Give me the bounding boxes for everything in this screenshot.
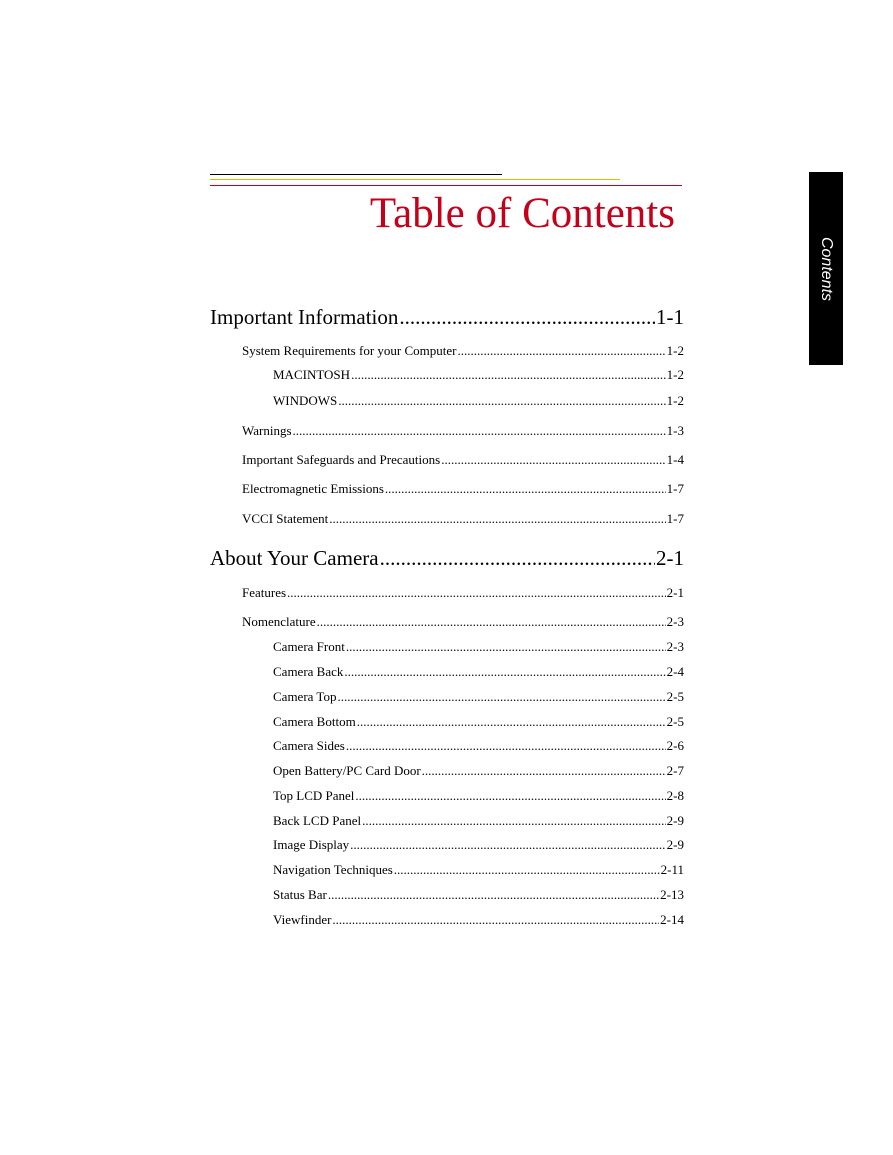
dot-leader xyxy=(317,614,666,630)
toc-subentry[interactable] xyxy=(273,912,684,928)
dot-leader xyxy=(355,788,665,804)
toc-page-number: 2-14 xyxy=(660,912,684,927)
dot-leader xyxy=(293,423,666,439)
dot-leader xyxy=(457,343,665,359)
toc-entry-label: Status Bar xyxy=(273,887,327,902)
toc-entry-label: Camera Top xyxy=(273,689,337,704)
decorative-rule-yellow xyxy=(210,179,620,180)
toc-page-number: 1-2 xyxy=(666,343,684,358)
toc-page-number: 2-5 xyxy=(666,714,684,729)
toc-entry-label: Viewfinder xyxy=(273,912,332,927)
toc-subentry[interactable] xyxy=(273,367,684,383)
toc-entry[interactable] xyxy=(242,343,684,359)
toc-entry[interactable] xyxy=(242,481,684,497)
toc-page-number: 2-8 xyxy=(666,788,684,803)
toc-entry-label: Top LCD Panel xyxy=(273,788,355,803)
toc-section-title: Important Information xyxy=(210,305,399,329)
toc-subentry[interactable] xyxy=(273,664,684,680)
toc-entry-label: System Requirements for your Computer xyxy=(242,343,457,358)
toc-subentry[interactable] xyxy=(273,887,684,903)
toc-section-about-your-camera[interactable] xyxy=(210,546,684,571)
dot-leader xyxy=(357,714,666,730)
section-side-tab xyxy=(809,172,843,365)
dot-leader xyxy=(350,837,665,853)
dot-leader xyxy=(441,452,665,468)
toc-entry[interactable] xyxy=(242,614,684,630)
toc-entry-label: WINDOWS xyxy=(273,393,338,408)
toc-entry-label: Camera Front xyxy=(273,639,345,654)
dot-leader xyxy=(332,912,659,928)
toc-page-number: 1-2 xyxy=(666,393,684,408)
decorative-rule-black xyxy=(210,174,502,175)
toc-section-title: About Your Camera xyxy=(210,546,379,570)
toc-page-number: 2-9 xyxy=(666,813,684,828)
toc-page-number: 2-3 xyxy=(666,614,684,629)
toc-subentry[interactable] xyxy=(273,763,684,779)
dot-leader xyxy=(380,546,655,571)
toc-entry[interactable] xyxy=(242,423,684,439)
toc-page-number: 2-11 xyxy=(660,862,684,877)
page-title: Table of Contents xyxy=(369,190,675,237)
dot-leader xyxy=(287,585,666,601)
dot-leader xyxy=(394,862,660,878)
toc-page-number: 2-1 xyxy=(666,585,684,600)
toc-page-number: 2-3 xyxy=(666,639,684,654)
toc-entry-label: Camera Back xyxy=(273,664,344,679)
toc-entry-label: Navigation Techniques xyxy=(273,862,393,877)
toc-page-number: 2-9 xyxy=(666,837,684,852)
toc-page-number: 2-13 xyxy=(660,887,684,902)
toc-subentry[interactable] xyxy=(273,639,684,655)
dot-leader xyxy=(362,813,666,829)
toc-section-important-information[interactable] xyxy=(210,305,684,330)
toc-page-number: 1-3 xyxy=(666,423,684,438)
dot-leader xyxy=(328,887,659,903)
toc-subentry[interactable] xyxy=(273,689,684,705)
toc-entry-label: Warnings xyxy=(242,423,292,438)
dot-leader xyxy=(338,393,665,409)
toc-subentry[interactable] xyxy=(273,862,684,878)
dot-leader xyxy=(346,639,666,655)
toc-entry[interactable] xyxy=(242,585,684,601)
dot-leader xyxy=(337,689,665,705)
toc-subentry[interactable] xyxy=(273,714,684,730)
toc-page-number: 2-7 xyxy=(666,763,684,778)
toc-entry-label: Open Battery/PC Card Door xyxy=(273,763,421,778)
toc-entry-label: Electromagnetic Emissions xyxy=(242,481,384,496)
toc-entry-label: Back LCD Panel xyxy=(273,813,362,828)
decorative-rule-red xyxy=(210,185,682,186)
toc-page-number: 1-4 xyxy=(666,452,684,467)
dot-leader xyxy=(399,305,655,330)
toc-subentry[interactable] xyxy=(273,393,684,409)
toc-entry-label: Image Display xyxy=(273,837,350,852)
dot-leader xyxy=(351,367,666,383)
toc-page-number: 1-7 xyxy=(666,481,684,496)
toc-entry-label: VCCI Statement xyxy=(242,511,329,526)
dot-leader xyxy=(344,664,665,680)
toc-entry-label: Features xyxy=(242,585,287,600)
dot-leader xyxy=(329,511,665,527)
toc-page-number: 1-2 xyxy=(666,367,684,382)
toc-page-number: 2-1 xyxy=(656,546,684,570)
toc-entry[interactable] xyxy=(242,452,684,468)
toc-page-number: 2-5 xyxy=(666,689,684,704)
toc-entry[interactable] xyxy=(242,511,684,527)
toc-entry-label: Camera Bottom xyxy=(273,714,356,729)
toc-subentry[interactable] xyxy=(273,813,684,829)
toc-entry-label: Important Safeguards and Precautions xyxy=(242,452,441,467)
dot-leader xyxy=(422,763,666,779)
toc-subentry[interactable] xyxy=(273,837,684,853)
toc-page-number: 1-1 xyxy=(656,305,684,329)
dot-leader xyxy=(385,481,666,497)
toc-subentry[interactable] xyxy=(273,738,684,754)
toc-subentry[interactable] xyxy=(273,788,684,804)
toc-page-number: 2-6 xyxy=(666,738,684,753)
toc-page-number: 1-7 xyxy=(666,511,684,526)
dot-leader xyxy=(346,738,666,754)
toc-entry-label: MACINTOSH xyxy=(273,367,351,382)
toc-entry-label: Camera Sides xyxy=(273,738,345,753)
side-tab-label: Contents xyxy=(818,236,835,301)
toc-page-number: 2-4 xyxy=(666,664,684,679)
toc-entry-label: Nomenclature xyxy=(242,614,316,629)
